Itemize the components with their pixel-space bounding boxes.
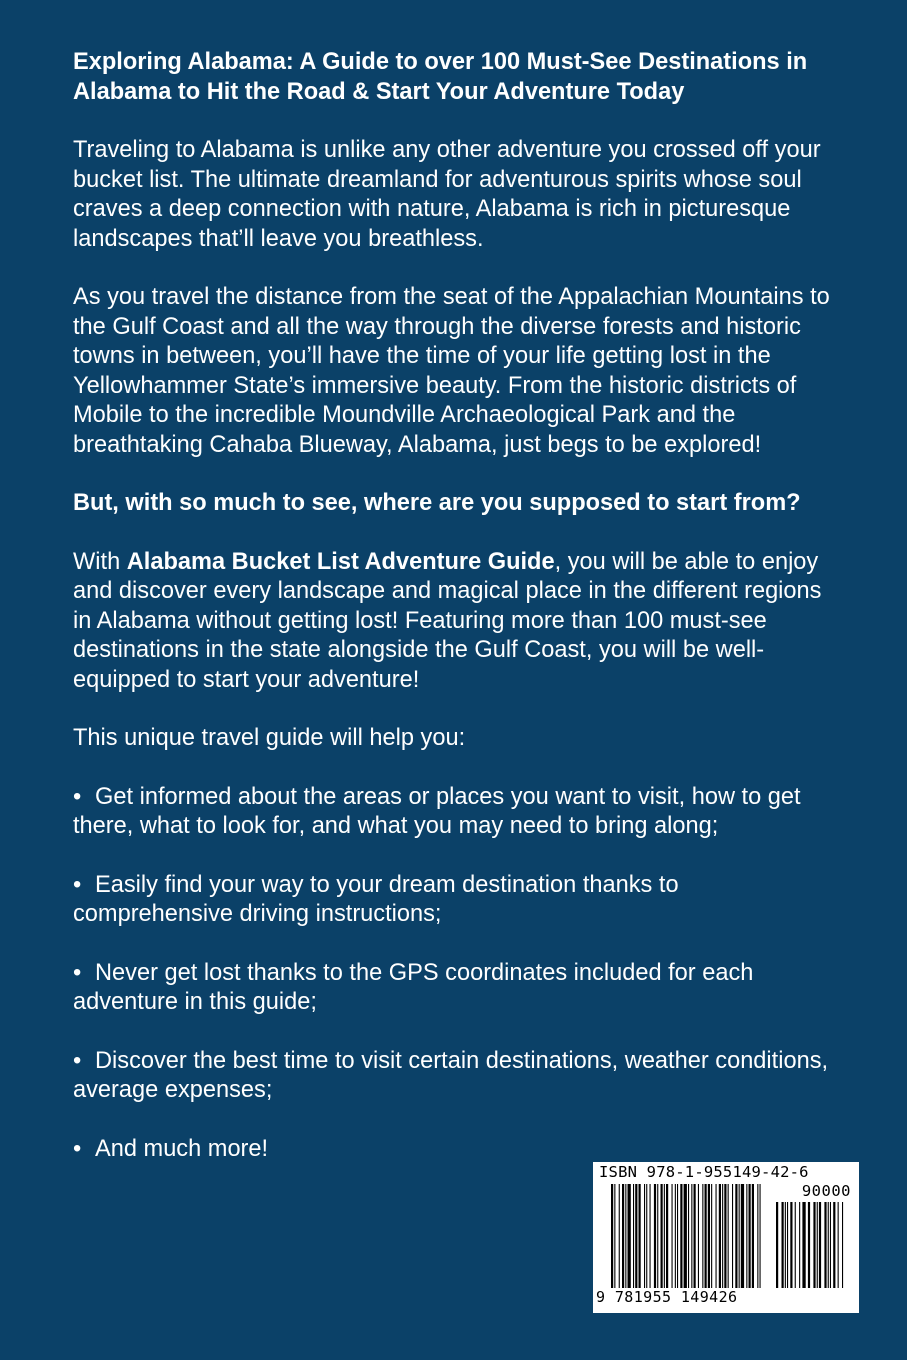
- barcode-bar: [752, 1184, 754, 1288]
- bullet-icon: •: [73, 783, 82, 810]
- book-title: Exploring Alabama: A Guide to over 100 Must-See Destinations in Alabama to Hit the Road & Start Your Adventure Today: [73, 49, 808, 105]
- list-item-text: Easily find your way to your dream destination thanks to comprehensive driving instructions;: [73, 871, 679, 927]
- barcode-bar: [698, 1184, 699, 1288]
- barcode-bar: [724, 1184, 726, 1288]
- barcode-addon-bar: [838, 1202, 839, 1288]
- barcode-addon-bar: [824, 1202, 826, 1288]
- barcode-bar: [664, 1184, 665, 1288]
- barcode-bar: [619, 1184, 620, 1288]
- barcode-bar: [639, 1184, 641, 1288]
- bullet-icon: •: [73, 1047, 82, 1074]
- guide-paragraph: [73, 548, 843, 696]
- barcode-addon-bar: [828, 1202, 829, 1288]
- barcode-bar: [757, 1184, 758, 1288]
- bullet-icon: •: [73, 1135, 82, 1162]
- list-item-text: Discover the best time to visit certain destinations, weather conditions, average expenses;: [73, 1047, 829, 1103]
- barcode-bar: [611, 1184, 613, 1288]
- barcode-bar: [708, 1184, 710, 1288]
- list-item-text: And much more!: [95, 1135, 269, 1162]
- barcode-addon-bar: [817, 1202, 818, 1288]
- barcode-bar: [672, 1184, 673, 1288]
- barcode-bar: [633, 1184, 634, 1288]
- barcode-addon-bar: [830, 1202, 831, 1288]
- barcode-bar: [614, 1184, 615, 1288]
- back-cover-text: [73, 48, 843, 1193]
- barcode-bar: [657, 1184, 658, 1288]
- barcode-bar: [705, 1184, 707, 1288]
- list-item: [73, 1135, 843, 1165]
- barcode-bar: [716, 1184, 717, 1288]
- barcode-addon: 90000: [801, 1182, 851, 1200]
- barcode-addon-bar: [790, 1202, 792, 1288]
- barcode-addon-bar: [776, 1202, 778, 1288]
- barcode-bar: [760, 1184, 761, 1288]
- barcode-bar: [719, 1184, 721, 1288]
- barcode-bar: [666, 1184, 668, 1288]
- barcode-bar: [625, 1184, 626, 1288]
- barcode-addon-bar: [795, 1202, 796, 1288]
- barcode-addon-bar: [799, 1202, 800, 1288]
- barcode-bar: [622, 1184, 624, 1288]
- barcode-bar: [739, 1184, 740, 1288]
- barcode-bar: [635, 1184, 637, 1288]
- barcode-bar: [691, 1184, 692, 1288]
- barcode-bar: [741, 1184, 744, 1288]
- isbn-barcode: [593, 1162, 859, 1313]
- barcode-bar: [746, 1184, 747, 1288]
- barcode-bar: [628, 1184, 631, 1288]
- barcode-addon-bar: [842, 1202, 843, 1288]
- barcode-bar: [711, 1184, 712, 1288]
- barcode-addon-bar: [833, 1202, 835, 1288]
- list-item: [73, 783, 843, 842]
- isbn-label: ISBN 978-1-955149-42-6: [599, 1163, 809, 1181]
- intro-paragraph: Traveling to Alabama is unlike any other adventure you crossed off your bucket list. The ultimate dreamland for adventurous spirits whose soul craves a deep connection with nature, Alabama is rich in picturesque landscapes that’ll leave you breathless.: [73, 137, 821, 252]
- barcode-bar: [694, 1184, 696, 1288]
- barcode-addon-bar: [819, 1202, 821, 1288]
- barcode-addon-bar: [802, 1202, 805, 1288]
- barcode-bar: [735, 1184, 737, 1288]
- list-item-text: Never get lost thanks to the GPS coordinates included for each adventure in this guide;: [73, 959, 754, 1015]
- guide-paragraph-prefix: With: [73, 548, 127, 575]
- question-heading: But, with so much to see, where are you supposed to start from?: [73, 490, 801, 516]
- barcode-bar: [732, 1184, 733, 1288]
- list-item: [73, 871, 843, 930]
- barcode-addon-bar: [808, 1202, 810, 1288]
- barcode-bar: [654, 1184, 656, 1288]
- barcode-bars: [611, 1184, 847, 1288]
- guide-name: Alabama Bucket List Adventure Guide: [126, 548, 555, 575]
- barcode-bar: [722, 1184, 723, 1288]
- guide-paragraph-suffix: , you will be able to enjoy and discover every landscape and magical place in the different regions in Alabama without getting lost! Featuring more than 100 must-see destinations in the state alongside the Gulf Coast, you will be well-equipped to start your adventure!: [73, 548, 822, 693]
- barcode-bar: [728, 1184, 729, 1288]
- list-item-text: Get informed about the areas or places you want to visit, how to get there, what to look for, and what you may need to bring along;: [73, 783, 801, 839]
- list-item: [73, 959, 843, 1018]
- barcode-bar: [749, 1184, 751, 1288]
- list-item: [73, 1047, 843, 1106]
- barcode-bar: [702, 1184, 703, 1288]
- barcode-bar: [661, 1184, 663, 1288]
- journey-paragraph: As you travel the distance from the seat of the Appalachian Mountains to the Gulf Coast and all the way through the diverse forests and historic towns in between, you’ll have the time of your life getting lost in the Yellowhammer State’s immersive beauty. From the historic districts of Mobile to the incredible Moundville Archaeological Park and the breathtaking Cahaba Blueway, Alabama, just begs to be explored!: [73, 284, 830, 458]
- barcode-bar: [688, 1184, 689, 1288]
- barcode-bar: [646, 1184, 647, 1288]
- barcode-bar: [684, 1184, 687, 1288]
- bullet-icon: •: [73, 959, 82, 986]
- barcode-bar: [675, 1184, 676, 1288]
- bullet-icon: •: [73, 871, 82, 898]
- barcode-addon-bar: [813, 1202, 815, 1288]
- barcode-bar: [644, 1184, 645, 1288]
- barcode-bar: [650, 1184, 651, 1288]
- barcode-bar: [677, 1184, 678, 1288]
- barcode-addon-bar: [785, 1202, 786, 1288]
- barcode-addon-bar: [787, 1202, 788, 1288]
- barcode-addon-bar: [782, 1202, 784, 1288]
- list-intro: This unique travel guide will help you:: [73, 725, 466, 751]
- barcode-bar: [680, 1184, 682, 1288]
- ean-number: 9 781955 149426: [596, 1288, 738, 1306]
